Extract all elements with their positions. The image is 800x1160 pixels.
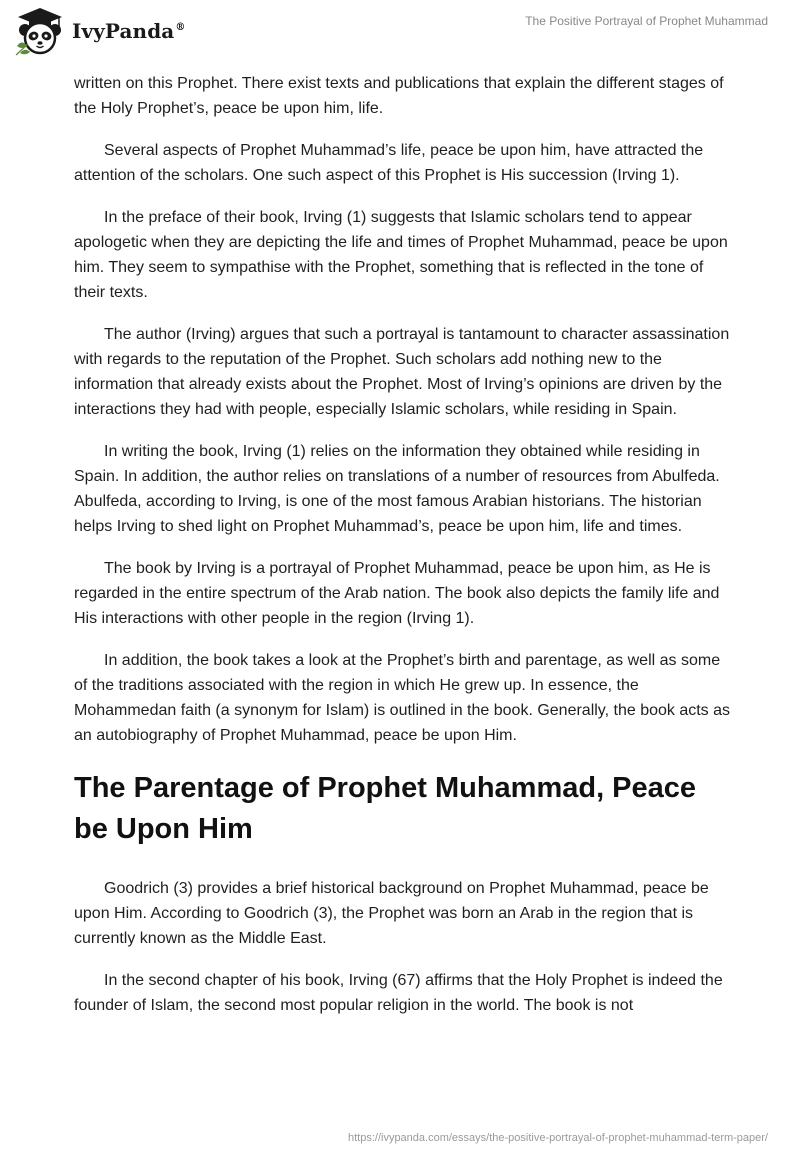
- section-heading: The Parentage of Prophet Muhammad, Peace be Upon Him: [74, 772, 697, 845]
- panda-graduate-icon: [14, 6, 66, 56]
- paragraph: Several aspects of Prophet Muhammad’s life, peace be upon him, have attracted the attention of the scholars. One such aspect of this Prophet is His succession (Irving 1).: [74, 142, 704, 184]
- registered-mark: ®: [175, 22, 186, 34]
- paragraph: The book by Irving is a portrayal of Prophet Muhammad, peace be upon him, as He is regarded in the entire spectrum of the Arab nation. The book also depicts the family life and His interactions with other people in the region (Irving 1).: [74, 560, 720, 627]
- paragraph: written on this Prophet. There exist texts and publications that explain the different stages of the Holy Prophet’s, peace be upon him, life.: [74, 75, 724, 117]
- paragraph: In the preface of their book, Irving (1) suggests that Islamic scholars tend to appear apologetic when they are depicting the life and times of Prophet Muhammad, peace be upon him. They seem to sympathise with the Prophet, something that is reflected in the tone of their texts.: [74, 209, 728, 301]
- paragraph: In addition, the book takes a look at the Prophet’s birth and parentage, as well as some of the traditions associated with the region in which He grew up. In essence, the Mohammedan faith (a synonym for Islam) is outlined in the book. Generally, the book acts as an autobiography of Prophet Muhammad, peace be upon Him.: [74, 652, 731, 744]
- paragraph: In writing the book, Irving (1) relies on the information they obtained while residing in Spain. In addition, the author relies on translations of a number of resources from Abulfeda. Abulfeda, according to Irving, is one of the most famous Arabian historians. The historian helps Irving to shed light on Prophet Muhammad’s, peace be upon him, life and times.: [74, 443, 720, 535]
- document-title: The Positive Portrayal of Prophet Muhammad: [525, 14, 768, 28]
- paragraph: The author (Irving) argues that such a portrayal is tantamount to character assassination with regards to the reputation of the Prophet. Such scholars add nothing new to the information that already exists about the Prophet. Most of Irving’s opinions are driven by the interactions they had with people, especially Islamic scholars, while residing in Spain.: [74, 326, 730, 418]
- ivypanda-logo[interactable]: [14, 6, 185, 56]
- essay-content: [74, 71, 734, 1035]
- paragraph: Goodrich (3) provides a brief historical background on Prophet Muhammad, peace be upon Him. According to Goodrich (3), the Prophet was born an Arab in the region that is currently known as the Middle East.: [74, 880, 709, 947]
- paragraph: In the second chapter of his book, Irving (67) affirms that the Holy Prophet is indeed the founder of Islam, the second most popular religion in the world. The book is not: [74, 972, 723, 1014]
- page-header: [0, 0, 800, 64]
- brand-name: IvyPanda®: [72, 19, 186, 43]
- source-url[interactable]: https://ivypanda.com/essays/the-positive-portrayal-of-prophet-muhammad-term-paper/: [347, 1132, 768, 1144]
